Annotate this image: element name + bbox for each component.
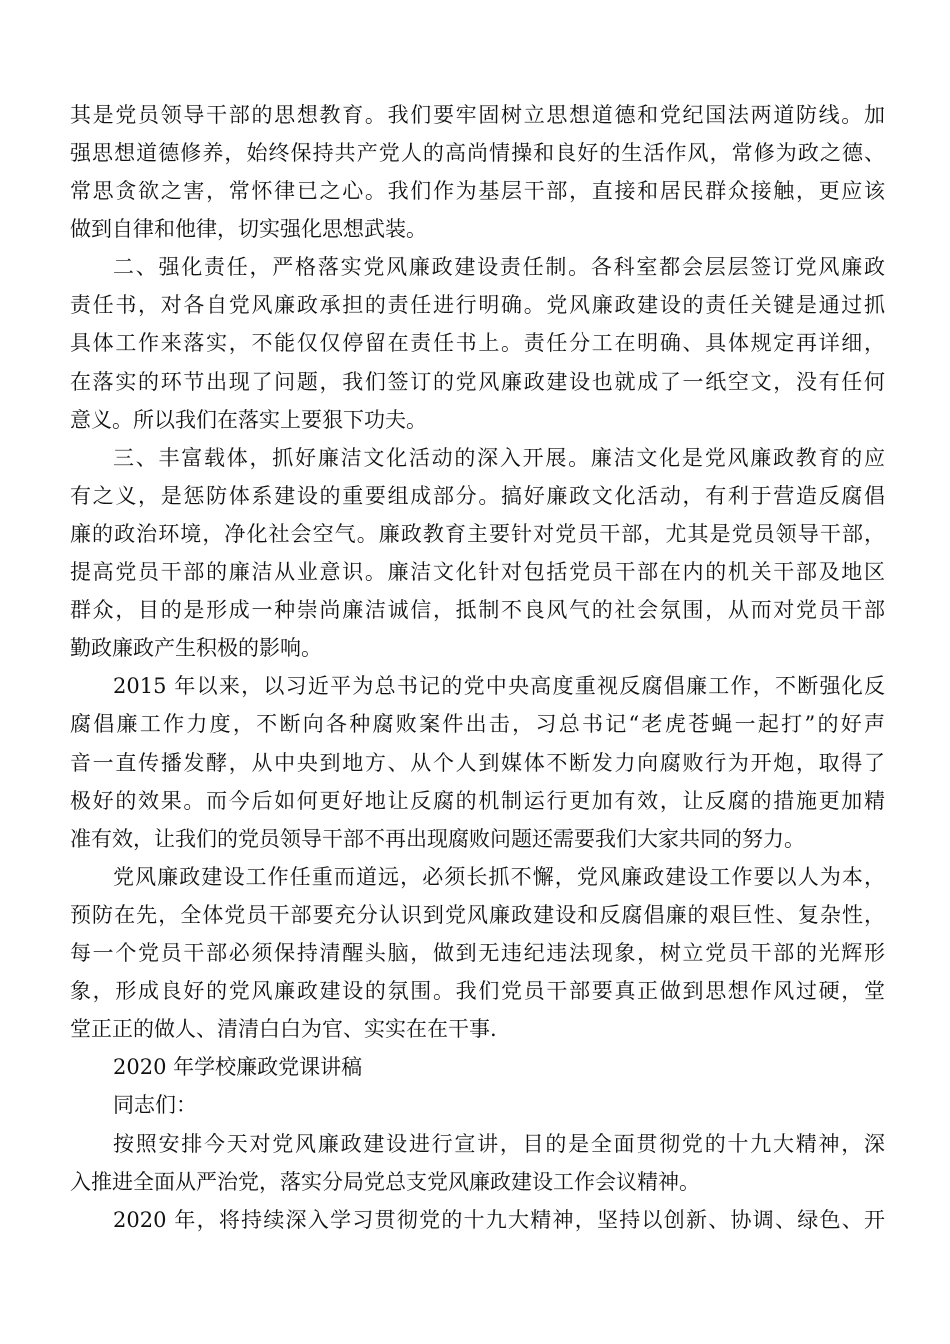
text-line: 勤政廉政产生积极的影响。 (70, 636, 322, 660)
section-title: 2020 年学校廉政党课讲稿 (113, 1055, 363, 1079)
paragraph-first-line: 2020 年，将持续深入学习贯彻党的十九大精神，坚持以创新、协调、绿色、开 (113, 1208, 885, 1232)
text-line: 准有效，让我们的党员领导干部不再出现腐败问题还需要我们大家共同的努力。 (70, 827, 805, 851)
text-line: 预防在先，全体党员干部要充分认识到党风廉政建设和反腐倡廉的艰巨性、复杂性， (70, 903, 885, 927)
text-line: 做到自律和他律，切实强化思想武装。 (70, 217, 427, 241)
text-line: 象，形成良好的党风廉政建设的氛围。我们党员干部要真正做到思想作风过硬，堂 (70, 979, 885, 1003)
text-line: 常思贪欲之害，常怀律已之心。我们作为基层干部，直接和居民群众接触，更应该 (70, 179, 885, 203)
text-line: 具体工作来落实，不能仅仅停留在责任书上。责任分工在明确、具体规定再详细， (70, 331, 885, 355)
paragraph-first-line: 二、强化责任，严格落实党风廉政建设责任制。各科室都会层层签订党风廉政 (113, 255, 885, 279)
text-line: 其是党员领导干部的思想教育。我们要牢固树立思想道德和党纪国法两道防线。加 (70, 103, 885, 127)
paragraph-first-line: 按照安排今天对党风廉政建设进行宣讲，目的是全面贯彻党的十九大精神，深 (113, 1132, 885, 1156)
paragraph-first-line: 党风廉政建设工作任重而道远，必须长抓不懈，党风廉政建设工作要以人为本， (113, 865, 885, 889)
text-line: 意义。所以我们在落实上要狠下功夫。 (70, 408, 427, 432)
text-line: 在落实的环节出现了问题，我们签订的党风廉政建设也就成了一纸空文，没有任何 (70, 370, 885, 394)
text-line: 强思想道德修养，始终保持共产党人的高尚情操和良好的生活作风，常修为政之德、 (70, 141, 885, 165)
text-line: 入推进全面从严治党，落实分局党总支党风廉政建设工作会议精神。 (70, 1170, 700, 1194)
text-line: 提高党员干部的廉洁从业意识。廉洁文化针对包括党员干部在内的机关干部及地区 (70, 560, 885, 584)
salutation: 同志们： (113, 1093, 197, 1117)
text-line: 责任书，对各自党风廉政承担的责任进行明确。党风廉政建设的责任关键是通过抓 (70, 293, 885, 317)
text-line: 腐倡廉工作力度，不断向各种腐败案件出击，习总书记“老虎苍蝇一起打”的好声 (70, 712, 885, 736)
text-line: 有之义，是惩防体系建设的重要组成部分。搞好廉政文化活动，有利于营造反腐倡 (70, 484, 885, 508)
text-line: 每一个党员干部必须保持清醒头脑，做到无违纪违法现象，树立党员干部的光辉形 (70, 941, 885, 965)
text-line: 廉的政治环境，净化社会空气。廉政教育主要针对党员干部，尤其是党员领导干部， (70, 522, 885, 546)
text-line: 堂正正的做人、清清白白为官、实实在在干事. (70, 1017, 497, 1041)
paragraph-first-line: 2015 年以来，以习近平为总书记的党中央高度重视反腐倡廉工作，不断强化反 (113, 674, 885, 698)
text-line: 音一直传播发酵，从中央到地方、从个人到媒体不断发力向腐败行为开炮，取得了 (70, 751, 885, 775)
paragraph-first-line: 三、丰富载体，抓好廉洁文化活动的深入开展。廉洁文化是党风廉政教育的应 (113, 446, 885, 470)
text-line: 极好的效果。而今后如何更好地让反腐的机制运行更加有效，让反腐的措施更加精 (70, 789, 885, 813)
text-line: 群众，目的是形成一种崇尚廉洁诚信，抵制不良风气的社会氛围，从而对党员干部 (70, 598, 885, 622)
